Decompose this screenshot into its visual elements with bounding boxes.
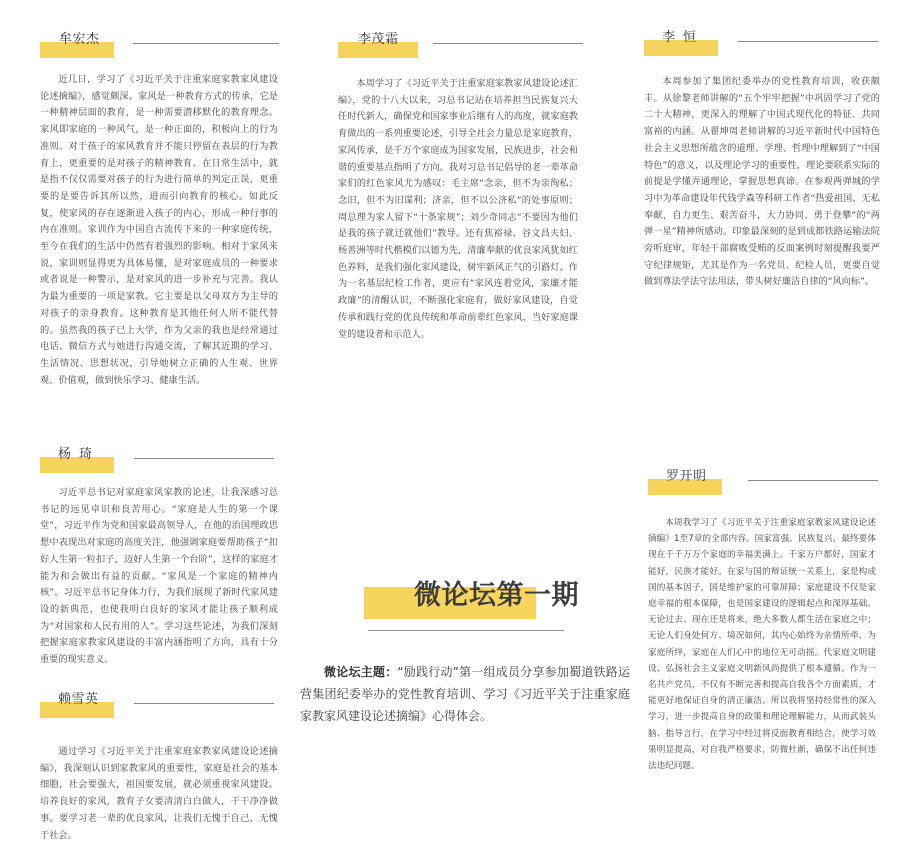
title-divider <box>368 630 564 631</box>
author-name: 李茂霜 <box>358 32 399 47</box>
entry-header <box>40 688 278 722</box>
forum-theme <box>300 661 630 727</box>
author-name: 杨琦 <box>58 447 101 462</box>
header-divider <box>134 458 274 459</box>
entry-header <box>40 28 278 62</box>
entry-card-yang-qi <box>40 443 278 669</box>
header-divider <box>738 41 878 42</box>
entry-text: 习近平总书记对家庭家风家教的论述，让我深感习总书记的远见卓识和良苦用心。“家庭是人生的第一个课堂”，习近平作为党和国家最高领导人，在他的治国理政思想中表现出对家庭的高度关注，他强调家庭要帮助孩子“扣好人生第一粒扣子，迈好人生第一个台阶”，这样的家庭才能为和会做出有益的贡献。“家风是一个家庭的精神内核”。习近平总书记身体力行，为我们展现了新时代家风建设的新典范，也使我明白良好的家风才能让孩子顺利成为“对国家和人民有用的人”。学习这些论述，为我们深刻把握家庭家教家风建设的丰富内涵指明了方向，具有十分重要的现实意义。 <box>40 487 278 666</box>
header-divider <box>134 703 274 704</box>
author-name: 牟宏杰 <box>59 32 100 47</box>
entry-text: 近几日，学习了《习近平关于注重家庭家教家风建设论述摘编》，感觉颇深。家风是一种教育方式的传承，它是一种精神层面的教育，是一种需要潜移默化的教育理念。家风即家庭的一种风气，是一种正面的，积极向上的行为准则。对于孩子的家风教育并不能只停留在表层的行为教育上，更重要的是对孩子的精神教育。在日常生活中，就是指不仅仅需要对孩子的行为进行简单的判定正误，更重要的是要告诉其所以然，进而引向教育的核心。如此反复，使家风的存在逐渐进入孩子的内心，形成一种行事的内在准则。家训作为中国自古流传下来的一种家庭传统，至今在我们的生活中仍然有着强烈的影响。相对于家风来说，家训则显得更为具体易懂，是对家庭成员的一种要求或者说是一种警示，是对家风的进一步补充与完善。我认为最为重要的一项是家教。它主要是以父母双方为主导的对孩子的亲身教育。这种教育是其他任何人所不能代替的。虽然我的孩子已上大学，作为父亲的我也是经常通过电话、微信方式与她进行沟通交流，了解其近期的学习、生活情况、思想状况，引导她树立正确的人生观、世界观、价值观，做到快乐学习、健康生活。 <box>40 74 278 386</box>
entry-text: 本周参加了集团纪委举办的党性教育培训，收获颇丰。从徐黎老师讲解的“五个牢牢把握”中巩固学习了党的二十大精神，更深入的理解了中国式现代化的特征、共同富裕的内涵。从翟坤周老师讲解的习近平新时代中国特色社会主义思想所蕴含的道理、学理、哲理中理解到了“中国特色”的意义，以及理论学习的重要性，理论要联系实际的前提是学懂弄通理论，掌握思想真谛。在参观两弹城的学习中为革命建设年代钱学森等科研工作者“热爱祖国、无私奉献，自力更生、艰苦奋斗，大力协同、勇于登攀”的“两弹一星”精神所感动。印象最深刻的是到成都铁路运输法院旁听庭审，年轻干部腐败受贿的反面案例时刻提醒我要严守纪律规矩，尤其是作为一名党员、纪检人员，更要自觉做到尊法学法守法用法，带头树好廉洁自律的“风向标”。 <box>644 76 880 288</box>
header-divider <box>433 43 583 44</box>
entry-header <box>40 443 278 477</box>
entry-header <box>644 26 880 60</box>
entry-card-lai-xueying <box>40 688 278 844</box>
entry-header <box>648 465 876 499</box>
forum-title: 微论坛第一期 <box>414 580 579 611</box>
entry-header <box>338 28 578 62</box>
author-name: 李恒 <box>662 30 705 45</box>
entry-text: 本周学习了《习近平关于注重家庭家教家风建设论述汇编》，党的十八大以来，习总书记站在培养担当民族复兴大任时代新人，确保党和国家事业后继有人的高度，就家庭教育做出的一系列重要论述，引导全社会力量总是家庭教育，家风传承，是千万个家庭成为国家发展，民族进步，社会和谐的重要基点指明了方向。我对习总书记倡导的老一辈革命家们的红色家风尤为感叹：毛主席“念亲，但不为亲徇私；念旧，但不为旧谋利；济亲，但不以公济私”的处事原则；周总理为家人留下“十条家规”；刘少奇同志“不要因为他们是我的孩子就迁就他们”教导。还有焦裕禄、谷文昌夫妇、杨善洲等时代楷模们以德为先，清廉奉献的优良家风犹如红色养料，是我们强化家风建设，树牢新风正气的引路灯。作为一名基层纪检工作者，更应有“家风连着党风，家廉才能政廉”的清醒认识，不断强化家庭育，做好家风建设，自觉传承和践行党的优良传统和革命前辈红色家风，当好家庭课堂的建设者和示范人。 <box>338 78 578 340</box>
entry-card-mou-hongjie <box>40 28 278 389</box>
forum-title-wrap <box>300 555 630 625</box>
entry-text: 通过学习《习近平关于注重家庭家教家风建设论述摘编》，我深刻认识到家教家风的重要性，家庭是社会的基本细胞，社会要强大，祖国要发展，就必须重视家风建设。培养良好的家风，教育子女要清清白白做人，干干净净做事。要学习老一辈的优良家风，让我们无愧于自己，无愧于社会。 <box>40 746 278 841</box>
forum-theme-label: 微论坛主题： <box>324 665 398 679</box>
author-name: 罗开明 <box>666 469 707 484</box>
entry-card-li-heng <box>644 26 880 291</box>
entry-card-luo-kaiming <box>648 465 876 774</box>
header-divider <box>133 43 279 44</box>
entry-card-li-maoshuang <box>338 28 578 343</box>
author-name: 赖雪英 <box>58 692 99 707</box>
header-divider <box>748 480 878 481</box>
entry-text: 本周我学习了《习近平关于注重家庭家教家风建设论述摘编》1至7章的全部内容。国家富强、民族复兴，最终要体现在千千万万个家庭的幸福美满上。千家万户都好，国家才能好，民族才能好。在家与国的辩证统一关系上，家是构成国的基本因子，国是维护家的可靠屏障；家庭建设不仅是家庭幸福的根本保障，也是国家建设的逻辑起点和深厚基础。无论过去、现在还是将来，绝大多数人都生活在家庭之中；无论人们身处何方、境况如何，其内心始终为亲情所牵、为家庭所绊，家庭在人们心中的地位无可动摇。代家庭文明建设、弘扬社会主义家庭文明新风尚提供了根本遵循。作为一名共产党员，不仅有不断完善和提高自我各个方面素质，才能更好地保证自身的清正廉洁。所以我将坚持经常性的深入学习，进一步提高自身的政策和理论理解能力，从而武装头脑、指导言行，在学习中经过将反面教育相结合，使学习效果明显提高，对自我严格要求，防微杜渐，确保不出任何违法违纪问题。 <box>648 518 876 772</box>
forum-theme-text: “励践行动”第一组成员分享参加蜀道铁路运营集团纪委举办的党性教育培训、学习《习近平关于注重家庭家教家风建设论述摘编》心得体会。 <box>300 665 630 723</box>
forum-title-block <box>300 555 630 727</box>
